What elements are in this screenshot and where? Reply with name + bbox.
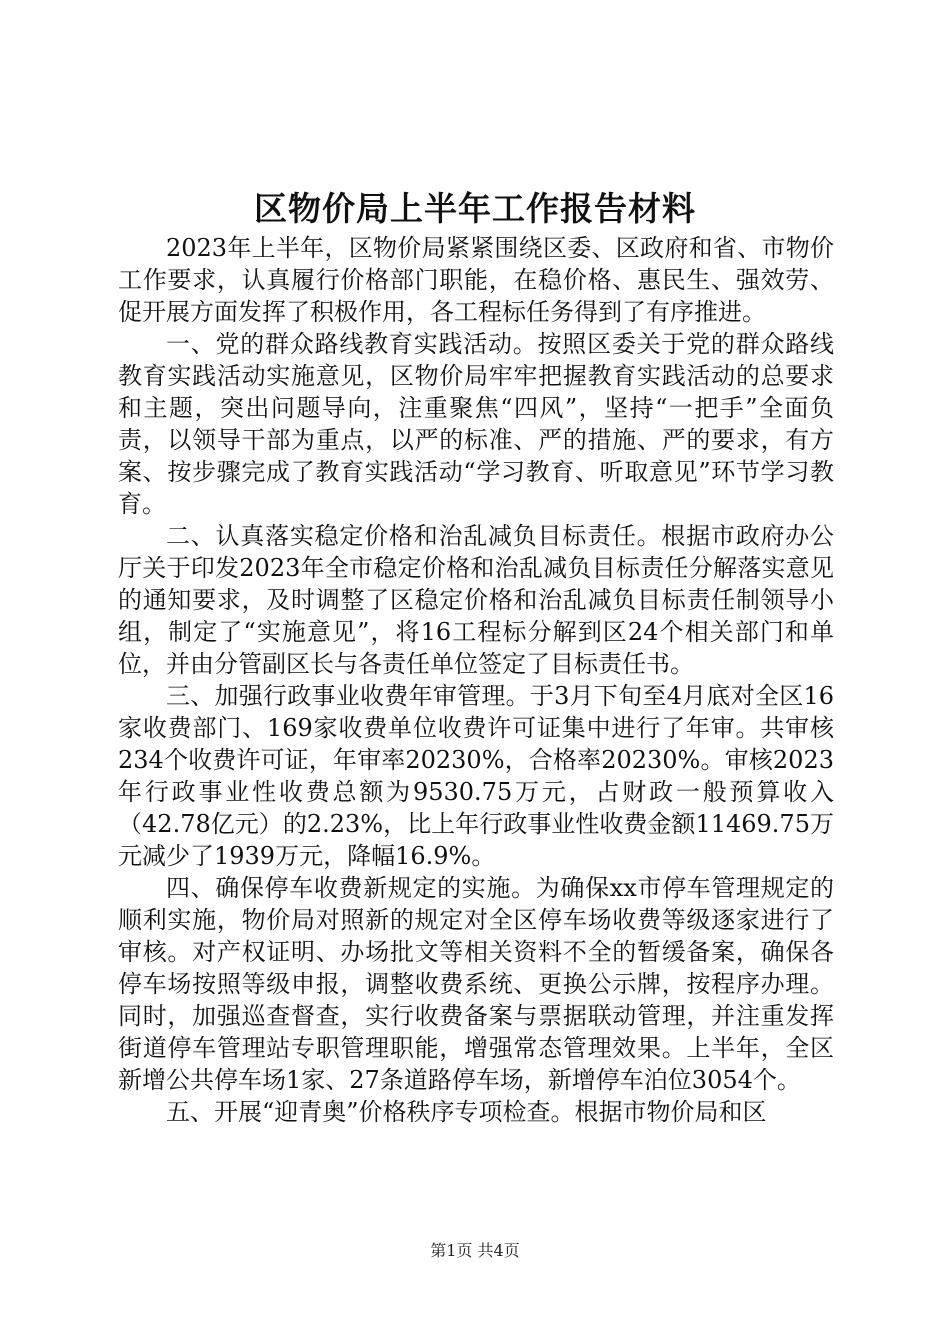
page-footer: [0, 1240, 950, 1262]
paragraph-section-1: 一、党的群众路线教育实践活动。按照区委关于党的群众路线教育实践活动实施意见，区物价局牢牢把握教育实践活动的总要求和主题，突出问题导向，注重聚焦“四风”，坚持“一把手”全面负责，以领导干部为重点，以严的标准、严的措施、严的要求，有方案、按步骤完成了教育实践活动“学习教育、听取意见”环节学习教育。: [118, 330, 834, 518]
paragraph-section-2: 二、认真落实稳定价格和治乱减负目标责任。根据市政府办公厅关于印发2023年全市稳定价格和治乱减负目标责任分解落实意见的通知要求，及时调整了区稳定价格和治乱减负目标责任制领导小组，制定了“实施意见”，将16工程标分解到区24个相关部门和单位，并由分管副区长与各责任单位签定了目标责任书。: [118, 522, 834, 678]
paragraph-section-3: 三、加强行政事业收费年审管理。于3月下旬至4月底对全区16家收费部门、169家收费单位收费许可证集中进行了年审。共审核234个收费许可证，年审率20230%，合格率20230%。审核2023年行政事业性收费总额为9530.75万元，占财政一般预算收入（42.78亿元）的2.23%，比上年行政事业性收费金额11469.75万元减少了1939万元，降幅16.9%。: [118, 682, 834, 870]
page-number: 第1页 共4页: [430, 1241, 520, 1260]
paragraph-section-5: 五、开展“迎青奥”价格秩序专项检查。根据市物价局和区: [166, 1098, 767, 1126]
paragraph-section-4: 四、确保停车收费新规定的实施。为确保xx市停车管理规定的顺利实施，物价局对照新的规定对全区停车场收费等级逐家进行了审核。对产权证明、办场批文等相关资料不全的暂缓备案，确保各停车场按照等级申报，调整收费系统、更换公示牌，按程序办理。同时，加强巡查督查，实行收费备案与票据联动管理，并注重发挥街道停车管理站专职管理职能，增强常态管理效果。上半年，全区新增公共停车场1家、27条道路停车场，新增停车泊位3054个。: [118, 874, 834, 1094]
document-body: [118, 232, 834, 1128]
paragraph-intro: 2023年上半年，区物价局紧紧围绕区委、区政府和省、市物价工作要求，认真履行价格部门职能，在稳价格、惠民生、强效劳、促开展方面发挥了积极作用，各工程标任务得到了有序推进。: [118, 234, 834, 326]
page-title: 区物价局上半年工作报告材料: [254, 189, 696, 228]
